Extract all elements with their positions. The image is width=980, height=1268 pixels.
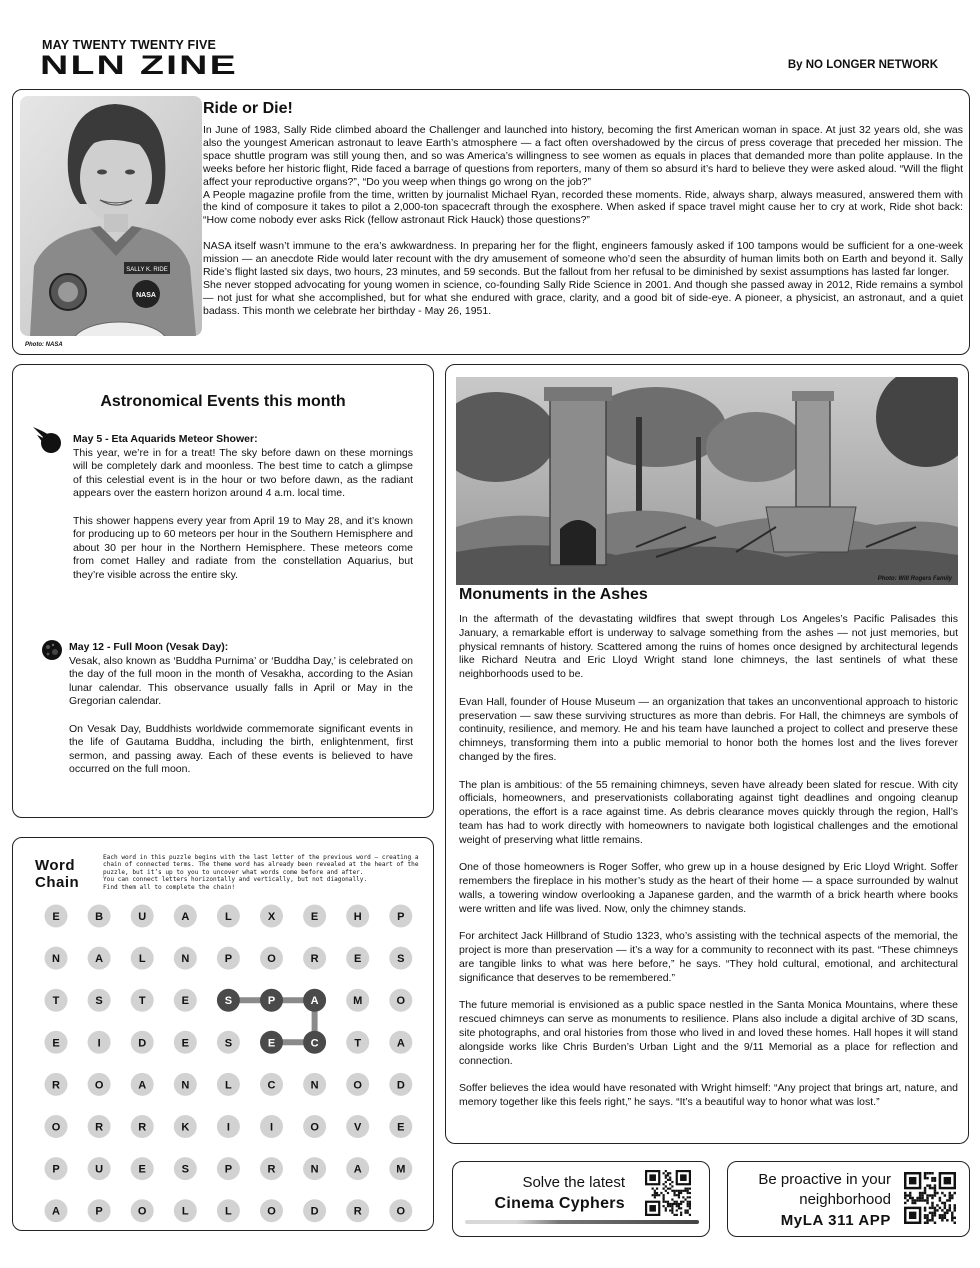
letter-cell-text: E — [310, 911, 319, 923]
letter-cell-text: V — [354, 1121, 362, 1134]
letter-cell-text: O — [310, 1121, 319, 1134]
letter-cell-text: P — [267, 995, 276, 1008]
letter-cell[interactable] — [45, 1157, 68, 1180]
letter-cell[interactable] — [45, 1199, 68, 1222]
promo-line: Solve the latest — [522, 1174, 625, 1191]
letter-cell-text: E — [397, 1121, 405, 1134]
letter-cell-text: D — [138, 1037, 147, 1050]
letter-cell-text: R — [52, 1079, 60, 1092]
letter-cell[interactable] — [389, 1073, 412, 1096]
letter-cell[interactable] — [346, 1199, 369, 1222]
letter-cell-text: O — [396, 995, 406, 1008]
letter-cell[interactable] — [346, 947, 369, 970]
letter-cell[interactable] — [217, 989, 240, 1012]
letter-cell-text: O — [396, 1205, 406, 1218]
letter-cell[interactable] — [45, 1073, 68, 1096]
astro-events-panel — [12, 364, 434, 818]
burned-chimneys-photo — [456, 377, 958, 585]
letter-cell-text: L — [225, 911, 232, 923]
event-title: May 5 - Eta Aquarids Meteor Shower: — [73, 433, 258, 445]
letter-cell[interactable] — [260, 1073, 283, 1096]
article-paragraph: The plan is ambitious: of the 55 remaining chimneys, seven have already been slated for rescue. With city officials, homeowners, and preservationists collaborating against tight deadlines and ongoing cleanup operations, the effort is a race against time. As debris clearance moves quickly through the region, Hall’s team has had to work directly with homeowners to navigate both logistical challenges and the emotional weight of preserving what little remains. — [459, 778, 958, 846]
photo-credit: Photo: NASA — [25, 342, 63, 348]
promo-line-part: neighborhood — [799, 1191, 891, 1208]
letter-cell-text: R — [353, 1205, 362, 1218]
letter-cell-text: U — [138, 911, 147, 923]
letter-cell-text: L — [225, 1079, 232, 1092]
letter-cell[interactable] — [174, 947, 197, 970]
letter-cell[interactable] — [389, 947, 412, 970]
letter-cell-text: L — [181, 1205, 189, 1218]
cinema-cyphers-promo[interactable] — [452, 1161, 710, 1237]
letter-cell[interactable] — [389, 905, 412, 928]
letter-cell[interactable] — [346, 905, 369, 928]
letter-cell[interactable] — [260, 905, 283, 928]
zine-title: NLN ZINE — [40, 50, 238, 80]
letter-cell-text: D — [396, 1079, 405, 1092]
letter-cell[interactable] — [260, 947, 283, 970]
letter-cell[interactable] — [174, 1031, 197, 1054]
word-chain-panel — [12, 837, 434, 1231]
article-paragraph: One of those homeowners is Roger Soffer, who grew up in a house designed by Eric Lloyd Wright. Soffer remembers the fireplace in his mother’s study as the heart of their home — a space surrounded by walnut walls, a towering window overlooking a Japanese garden, and the warmth of a brick hearth where books were written and life was lived. Now, only the chimney stands. — [459, 861, 958, 915]
article-paragraph: She never stopped advocating for young women in science, co-founding Sally Ride Science in 2001. And though she passed away in 2012, Ride remains a symbol — not just for what she accomplished, but for what she endured with grace, clarity, and a good bit of side-eye. A pioneer, a physicist, an astronaut, and a quiet badass. This month we celebrate her birthday - May 26, 1951. — [203, 278, 963, 317]
letter-cell-text: H — [353, 911, 362, 923]
letter-cell[interactable] — [389, 1157, 412, 1180]
article-title: Ride or Die! — [203, 100, 293, 117]
letter-cell-text: O — [137, 1205, 147, 1218]
rule-line: Find them all to complete the chain! — [103, 883, 236, 891]
letter-cell[interactable] — [260, 1157, 283, 1180]
letter-cell[interactable] — [260, 989, 283, 1012]
rule-line: Each word in this puzzle begins with the last letter of the previous word — creating a chain of connected terms. The theme word has already been revealed at the heart of the puzzle, but it’s up to you to uncover what words come before and after. — [103, 854, 419, 876]
letter-cell[interactable] — [88, 905, 111, 928]
letter-cell-text: O — [267, 953, 276, 966]
letter-cell-text: T — [354, 1037, 362, 1050]
section-title: Astronomical Events this month — [100, 393, 346, 410]
letter-cell[interactable] — [88, 1073, 111, 1096]
nasa-patch-text: NASA — [136, 292, 156, 299]
letter-cell[interactable] — [45, 947, 68, 970]
letter-cell[interactable] — [131, 1199, 154, 1222]
qr-code-icon[interactable] — [645, 1170, 691, 1216]
event-paragraph: This shower happens every year from April 19 to May 28, and it’s known for producing up to 60 meteors per hour in the Southern Hemisphere and about 30 per hour in the Northern Hemisphere. These meteors come from comet Halley and radiate from the constellation Aquarius, but they’re visible across the entire sky. — [73, 514, 413, 581]
ride-article-panel — [12, 89, 970, 355]
event-meteor-shower — [73, 433, 413, 583]
name-tag-text: SALLY K. RIDE — [126, 267, 168, 273]
letter-cell[interactable] — [217, 1199, 240, 1222]
letter-cell[interactable] — [346, 1073, 369, 1096]
letter-cell[interactable] — [303, 1073, 326, 1096]
letter-cell[interactable] — [389, 1115, 412, 1138]
letter-cell[interactable] — [217, 1115, 240, 1138]
letter-cell-text: X — [267, 911, 276, 923]
letter-cell-text: R — [138, 1121, 147, 1134]
letter-cell-text: E — [354, 953, 362, 966]
issue-date: MAY TWENTY TWENTY FIVE — [42, 38, 217, 52]
letter-cell-text: B — [95, 911, 104, 923]
letter-cell[interactable] — [174, 1073, 197, 1096]
letter-cell[interactable] — [217, 1031, 240, 1054]
letter-cell[interactable] — [45, 989, 68, 1012]
letter-cell[interactable] — [303, 1115, 326, 1138]
letter-cell[interactable] — [303, 1157, 326, 1180]
event-title: May 12 - Full Moon (Vesak Day): — [69, 641, 229, 653]
article-body — [459, 613, 958, 1110]
photo-credit: Photo: Will Rogers Family — [877, 576, 952, 582]
letter-cell-text: E — [52, 911, 60, 923]
myla-311-promo[interactable] — [727, 1161, 970, 1237]
letter-cell[interactable] — [88, 1157, 111, 1180]
letter-cell-text: C — [267, 1079, 276, 1092]
letter-cell-text: U — [95, 1163, 104, 1176]
letter-cell-text: P — [52, 1163, 60, 1176]
ashes-article-panel — [445, 364, 969, 1144]
letter-cell-text: L — [138, 953, 146, 966]
letter-cell[interactable] — [174, 989, 197, 1012]
letter-cell[interactable] — [131, 1073, 154, 1096]
puzzle-title-line: Chain — [35, 874, 80, 891]
letter-cell[interactable] — [217, 947, 240, 970]
letter-cell-text: K — [181, 1121, 190, 1134]
letter-cell[interactable] — [45, 1031, 68, 1054]
letter-cell[interactable] — [346, 1031, 369, 1054]
event-paragraph: This year, we’re in for a treat! The sky before dawn on these mornings will be completely dark and moonless. The best time to catch a glimpse of this celestial event is in the hour or two before dawn, as the radiant appears over the eastern horizon around 4 a.m. local time. — [73, 446, 413, 500]
letter-cell-text: R — [267, 1163, 276, 1176]
astronaut-photo — [20, 96, 202, 336]
promo-line — [736, 1170, 891, 1210]
letter-cell[interactable] — [346, 1115, 369, 1138]
article-paragraph: In the aftermath of the devastating wildfires that swept through Los Angeles’s Pacific Palisades this January, a remarkable effort is underway to salvage something from the ashes — not just memories, but physical remnants of history. Scattered among the ruins of homes once designed by architectural legends like Richard Neutra and Eric Lloyd Wright stand lone chimneys, the last sentinels of what these neighborhoods used to be. — [459, 613, 958, 681]
letter-cell-text: S — [95, 995, 103, 1008]
letter-cell-text: T — [138, 995, 146, 1008]
promo-headline: Cinema Cyphers — [494, 1195, 625, 1212]
letter-cell-text: E — [267, 1037, 276, 1050]
letter-cell[interactable] — [303, 1031, 326, 1054]
letter-cell-text: A — [138, 1079, 147, 1092]
letter-cell-text: P — [224, 953, 233, 966]
letter-cell[interactable] — [303, 905, 326, 928]
letter-cell[interactable] — [303, 947, 326, 970]
event-paragraph: Vesak, also known as ‘Buddha Purnima’ or ‘Buddha Day,’ is celebrated on the day of the full moon in the month of Vesakha, according to the Asian lunar calendar. This observance usually falls in April or May in the Gregorian calendar. — [69, 654, 413, 708]
letter-cell-text: S — [397, 953, 405, 966]
letter-cell[interactable] — [88, 1031, 111, 1054]
letter-cell[interactable] — [131, 1157, 154, 1180]
letter-cell-text: S — [224, 995, 233, 1008]
event-paragraph: On Vesak Day, Buddhists worldwide commemorate significant events in the life of Gautama Buddha, including the birth, enlightenment, first sermon, and passing away. Each of these events is believed to have occurred on the full moon. — [69, 722, 413, 776]
article-paragraph: For architect Jack Hillbrand of Studio 1323, who’s assisting with the technical aspects of the memorial, the project is more than preservation — it’s a way for a community to reconnect with its past. “These chimneys are tangible links to what was here before,” he says. “They hold cultural, emotional, and architectural significance that deserves to be remembered.” — [459, 930, 958, 984]
letter-cell-text: O — [94, 1079, 104, 1092]
article-paragraph: Evan Hall, founder of House Museum — an organization that takes an unconventional approach to historic preservation — saw these surviving structures as more than debris. For Hall, the chimneys are symbols of continuity, resilience, and memory. He and his team have launched a project to collect and preserve these chimneys, transforming them into a public memorial to honor both the homes lost and the lives forever changed by the fires. — [459, 695, 958, 763]
letter-cell[interactable] — [88, 1199, 111, 1222]
letter-cell[interactable] — [217, 905, 240, 928]
article-paragraph: NASA itself wasn’t immune to the era’s awkwardness. In preparing her for the flight, engineers famously asked if 100 tampons would be sufficient for a one-week mission — an anecdote Ride would later recount with the dry amusement of someone who’d seen the absurdity of human limits both on Earth and beyond it. Sally Ride’s flight lasted six days, two hours, 23 minutes, and 59 seconds. But the fallout from her refusal to be diminished by sexist assumptions has lasted far longer. — [203, 240, 963, 278]
letter-cell-text: R — [310, 953, 319, 966]
meteor-icon — [31, 425, 65, 455]
letter-cell-text: M — [396, 1163, 406, 1176]
letter-cell[interactable] — [88, 989, 111, 1012]
letter-cell[interactable] — [217, 1073, 240, 1096]
letter-cell[interactable] — [217, 1157, 240, 1180]
letter-cell-text: E — [52, 1037, 60, 1050]
letter-cell-text: I — [226, 1121, 230, 1134]
letter-cell-text: M — [353, 995, 363, 1008]
letter-cell-text: O — [267, 1205, 276, 1218]
letter-grid[interactable] — [13, 838, 435, 1232]
letter-cell-text: A — [353, 1163, 362, 1176]
letter-cell-text: N — [310, 1079, 319, 1092]
letter-cell[interactable] — [131, 1031, 154, 1054]
promo-underline-bar — [465, 1220, 699, 1224]
letter-cell-text: P — [95, 1205, 103, 1218]
letter-cell[interactable] — [260, 1199, 283, 1222]
letter-cell-text: C — [310, 1037, 319, 1050]
full-moon-icon — [41, 639, 63, 661]
letter-cell[interactable] — [174, 1199, 197, 1222]
rule-line: You can connect letters horizontally and vertically, but not diagonally. — [103, 876, 368, 884]
promo-headline: MyLA 311 APP — [780, 1212, 891, 1229]
letter-cell[interactable] — [389, 1031, 412, 1054]
letter-cell-text: E — [181, 995, 189, 1008]
letter-cell-text: T — [52, 995, 60, 1008]
letter-cell-text: D — [310, 1205, 319, 1218]
letter-cell[interactable] — [174, 1157, 197, 1180]
letter-cell-text: S — [224, 1037, 233, 1050]
promo-line-part: Be proactive in your — [758, 1171, 891, 1188]
article-paragraph: In June of 1983, Sally Ride climbed aboard the Challenger and launched into history, becoming the first American woman in space. At just 32 years old, she was also the youngest American astronaut to leave Earth’s atmosphere — a fact often overshadowed by the circus of press coverage that preceded her mission. The space shuttle program was still young then, and so was America’s willingness to see women as equals in places that demanded more than polite applause. In the weeks before her historic flight, Ride faced a barrage of questions from reporters, many of them so absurd it’s hard to believe they were asked aloud. “Will the flight affect your reproductive organs?”, “Do you weep when things go wrong on the job?” — [203, 124, 963, 188]
letter-cell-text: P — [397, 911, 405, 923]
event-full-moon — [69, 641, 413, 777]
letter-cell-text: N — [52, 953, 60, 966]
letter-cell-text: N — [181, 953, 190, 966]
letter-cell[interactable] — [303, 1199, 326, 1222]
letter-cell[interactable] — [260, 1031, 283, 1054]
letter-cell[interactable] — [346, 1157, 369, 1180]
article-paragraph: The future memorial is envisioned as a public space nestled in the Santa Monica Mountains, where these rescued chimneys can serve as monuments to resilience. Plans also include a digital archive of 3D scans, site photographs, and oral histories from those who lived in and loved these homes. Hall hopes it will stand alongside works like Chris Burden’s Urban Light and the 9/11 Memorial as a place for reflection and connection. — [459, 999, 958, 1067]
letter-cell-text: S — [181, 1163, 189, 1176]
letter-cell[interactable] — [131, 905, 154, 928]
letter-cell-text: N — [310, 1163, 319, 1176]
letter-cell[interactable] — [174, 905, 197, 928]
article-paragraph: A People magazine profile from the time, written by journalist Michael Ryan, recorded these moments. Ride, always sharp, always measured, answered them with the kind of composure it takes to pilot a 2,000-ton spacecraft through the exosphere. When asked if space travel might cause her to cry at work, Ride shot back: “How come nobody ever asks Rick (fellow astronaut Rick Hauck) those questions?” — [203, 188, 963, 227]
letter-cell[interactable] — [88, 1115, 111, 1138]
letter-cell-text: E — [138, 1163, 146, 1176]
article-paragraph: Soffer believes the idea would have resonated with Wright himself: “Any project that brings art, nature, and memory together like this feels right,” he says. “It’s a beautiful way to honor what was lost.” — [459, 1082, 958, 1108]
letter-cell-text: A — [396, 1037, 405, 1050]
letter-cell[interactable] — [260, 1115, 283, 1138]
letter-cell-text: A — [181, 911, 190, 923]
article-body — [203, 124, 963, 318]
puzzle-title-line: Word — [35, 857, 76, 874]
letter-cell-text: A — [310, 995, 319, 1008]
letter-cell[interactable] — [131, 947, 154, 970]
letter-cell-text: E — [181, 1037, 189, 1050]
article-title: Monuments in the Ashes — [459, 586, 648, 603]
qr-code-icon[interactable] — [904, 1172, 956, 1224]
letter-cell[interactable] — [131, 1115, 154, 1138]
letter-cell-text: R — [95, 1121, 104, 1134]
letter-cell-text: L — [225, 1205, 232, 1218]
letter-cell[interactable] — [131, 989, 154, 1012]
letter-cell-text: O — [51, 1121, 61, 1134]
letter-cell-text: I — [97, 1037, 101, 1050]
letter-cell[interactable] — [45, 905, 68, 928]
byline: By NO LONGER NETWORK — [787, 59, 938, 71]
letter-cell-text: O — [353, 1079, 362, 1092]
letter-cell[interactable] — [389, 1199, 412, 1222]
letter-cell[interactable] — [174, 1115, 197, 1138]
letter-cell-text: I — [269, 1121, 274, 1134]
letter-cell-text: P — [224, 1163, 233, 1176]
letter-cell-text: A — [52, 1205, 60, 1218]
letter-cell[interactable] — [389, 989, 412, 1012]
letter-cell[interactable] — [303, 989, 326, 1012]
letter-cell-text: N — [181, 1079, 190, 1092]
letter-cell[interactable] — [88, 947, 111, 970]
letter-cell[interactable] — [346, 989, 369, 1012]
letter-cell[interactable] — [45, 1115, 68, 1138]
letter-cell-text: A — [95, 953, 104, 966]
